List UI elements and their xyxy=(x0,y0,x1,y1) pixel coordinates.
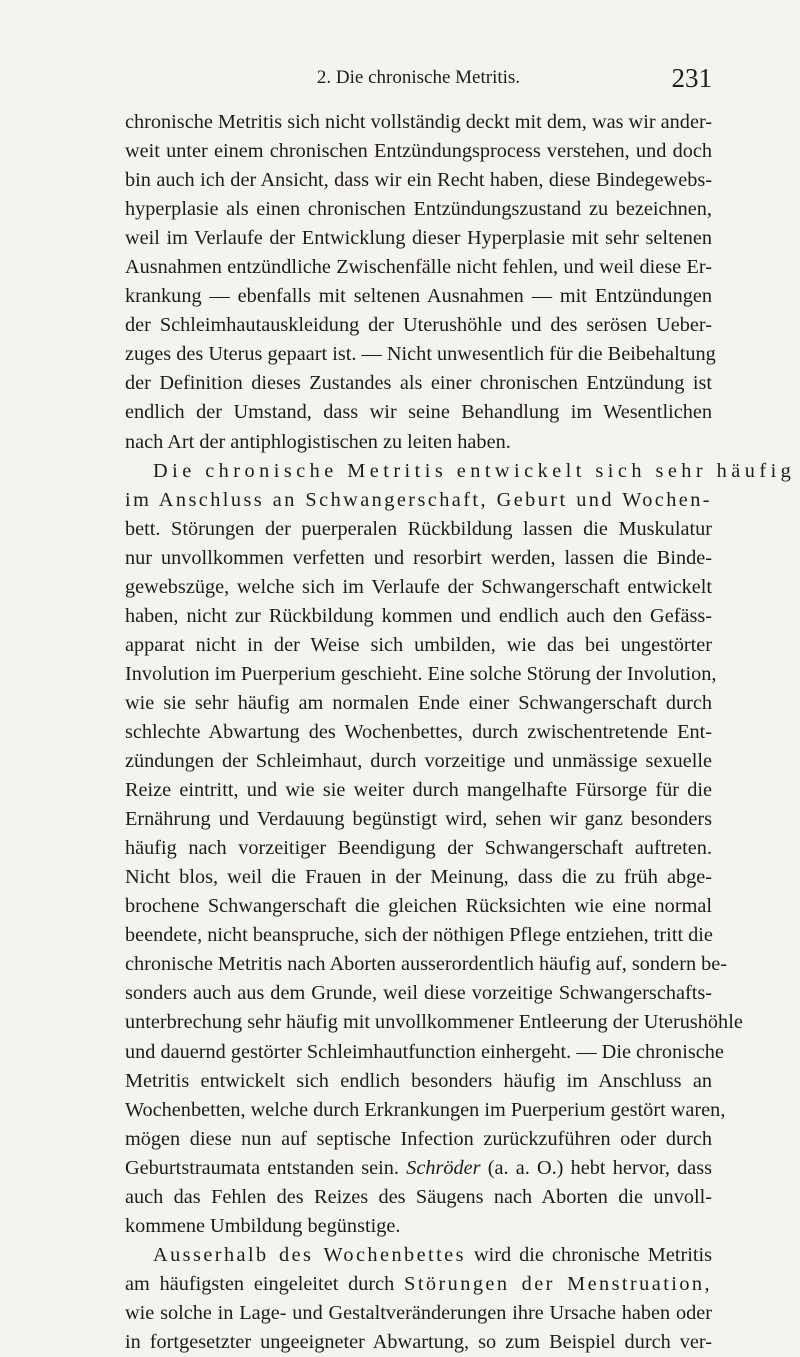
text-line: weil im Verlaufe der Entwicklung dieser Hyperplasie mit sehr seltenen xyxy=(125,227,712,250)
text-line: der Schleimhautauskleidung der Uterushöhle und des serösen Ueber- xyxy=(125,314,712,337)
running-header xyxy=(125,58,712,98)
text-line: mögen diese nun auf septische Infection zurückzuführen oder durch xyxy=(125,1127,712,1150)
text-line: chronische Metritis nach Aborten ausserordentlich häufig auf, sondern be- xyxy=(125,953,728,976)
text-line: sonders auch aus dem Grunde, weil diese vorzeitige Schwangerschafts- xyxy=(125,982,712,1005)
text-line: in fortgesetzter ungeeigneter Abwartung, so zum Beispiel durch ver- xyxy=(125,1330,712,1353)
text-fragment: wird die chronische Metritis xyxy=(473,1243,713,1266)
text-line: und dauernd gestörter Schleimhautfunction einhergeht. — Die chronische xyxy=(125,1040,724,1063)
text-fragment: (a. a. O.) hebt hervor, dass xyxy=(487,1156,712,1179)
text-line: Metritis entwickelt sich endlich besonders häufig im Anschluss an xyxy=(125,1069,712,1092)
text-line: beendete, nicht beanspruche, sich der nöthigen Pflege entziehen, tritt die xyxy=(125,924,713,947)
text-line: Involution im Puerperium geschieht. Eine solche Störung der Involution, xyxy=(125,662,717,685)
text-line-with-author xyxy=(125,1154,712,1183)
text-line: der Definition dieses Zustandes als einer chronischen Entzündung ist xyxy=(125,372,712,395)
text-line: endlich der Umstand, dass wir seine Behandlung im Wesentlichen xyxy=(125,401,712,424)
text-line: bin auch ich der Ansicht, dass wir ein Recht haben, diese Bindegewebs- xyxy=(125,169,712,192)
emphasis-line: im Anschluss an Schwangerschaft, Geburt und Wochen- xyxy=(125,488,712,511)
text-line: unterbrechung sehr häufig mit unvollkommener Entleerung der Uterushöhle xyxy=(125,1011,743,1034)
text-line: Wochenbetten, welche durch Erkrankungen im Puerperium gestört waren, xyxy=(125,1098,726,1121)
text-line: nur unvollkommen verfetten und resorbirt werden, lassen die Binde- xyxy=(125,546,712,569)
text-line: Reize eintritt, und wie sie weiter durch mangelhafte Fürsorge für die xyxy=(125,779,712,802)
emphasis-line: Die chronische Metritis entwickelt sich sehr häufig xyxy=(153,459,796,482)
body-text xyxy=(125,108,796,1357)
text-line: häufig nach vorzeitiger Beendigung der Schwangerschaft auftreten. xyxy=(125,837,712,860)
text-line: Nicht blos, weil die Frauen in der Meinung, dass die zu früh abge- xyxy=(125,866,712,889)
text-line: haben, nicht zur Rückbildung kommen und endlich auch den Gefäss- xyxy=(125,604,712,627)
text-line: auch das Fehlen des Reizes des Säugens nach Aborten die unvoll- xyxy=(125,1185,712,1208)
text-line: gewebszüge, welche sich im Verlaufe der Schwangerschaft entwickelt xyxy=(125,575,712,598)
text-line: bett. Störungen der puerperalen Rückbildung lassen die Muskulatur xyxy=(125,517,712,540)
text-line: Ernährung und Verdauung begünstigt wird, sehen wir ganz besonders xyxy=(125,808,712,831)
text-line: zuges des Uterus gepaart ist. — Nicht unwesentlich für die Beibehaltung xyxy=(125,343,716,366)
text-line: nach Art der antiphlogistischen zu leiten haben. xyxy=(125,430,511,453)
emphasis-fragment: Störungen der Menstruation, xyxy=(404,1272,712,1295)
text-line: krankung — ebenfalls mit seltenen Ausnahmen — mit Entzündungen xyxy=(125,285,712,308)
text-line: apparat nicht in der Weise sich umbilden, wie das bei ungestörter xyxy=(125,633,712,656)
text-line: chronische Metritis sich nicht vollständig deckt mit dem, was wir ander- xyxy=(125,111,713,133)
text-line: zündungen der Schleimhaut, durch vorzeitige und unmässige sexuelle xyxy=(125,750,712,773)
running-title: 2. Die chronische Metritis. xyxy=(316,67,521,88)
text-line: wie sie sehr häufig am normalen Ende einer Schwangerschaft durch xyxy=(125,691,712,714)
text-line: schlechte Abwartung des Wochenbettes, durch zwischentretende Ent- xyxy=(125,720,712,743)
emphasis-fragment: Ausserhalb des Wochenbettes xyxy=(153,1243,466,1266)
text-fragment: am häufigsten eingeleitet durch xyxy=(125,1272,395,1295)
text-line: wie solche in Lage- und Gestaltveränderungen ihre Ursache haben oder xyxy=(125,1301,712,1324)
text-line: kommene Umbildung begünstige. xyxy=(125,1214,401,1237)
page-number: 231 xyxy=(671,63,712,93)
text-fragment: Geburtstraumata entstanden sein. xyxy=(125,1156,399,1179)
text-line: Ausnahmen entzündliche Zwischenfälle nicht fehlen, und weil diese Er- xyxy=(125,256,712,279)
text-line: weit unter einem chronischen Entzündungsprocess verstehen, und doch xyxy=(125,140,712,163)
text-line-with-emphasis xyxy=(125,1270,712,1299)
text-line: brochene Schwangerschaft die gleichen Rücksichten wie eine normal xyxy=(125,895,712,918)
author-name: Schröder xyxy=(406,1156,481,1179)
text-line: hyperplasie als einen chronischen Entzündungszustand zu bezeichnen, xyxy=(125,198,712,221)
text-line-with-emphasis xyxy=(125,1241,712,1270)
